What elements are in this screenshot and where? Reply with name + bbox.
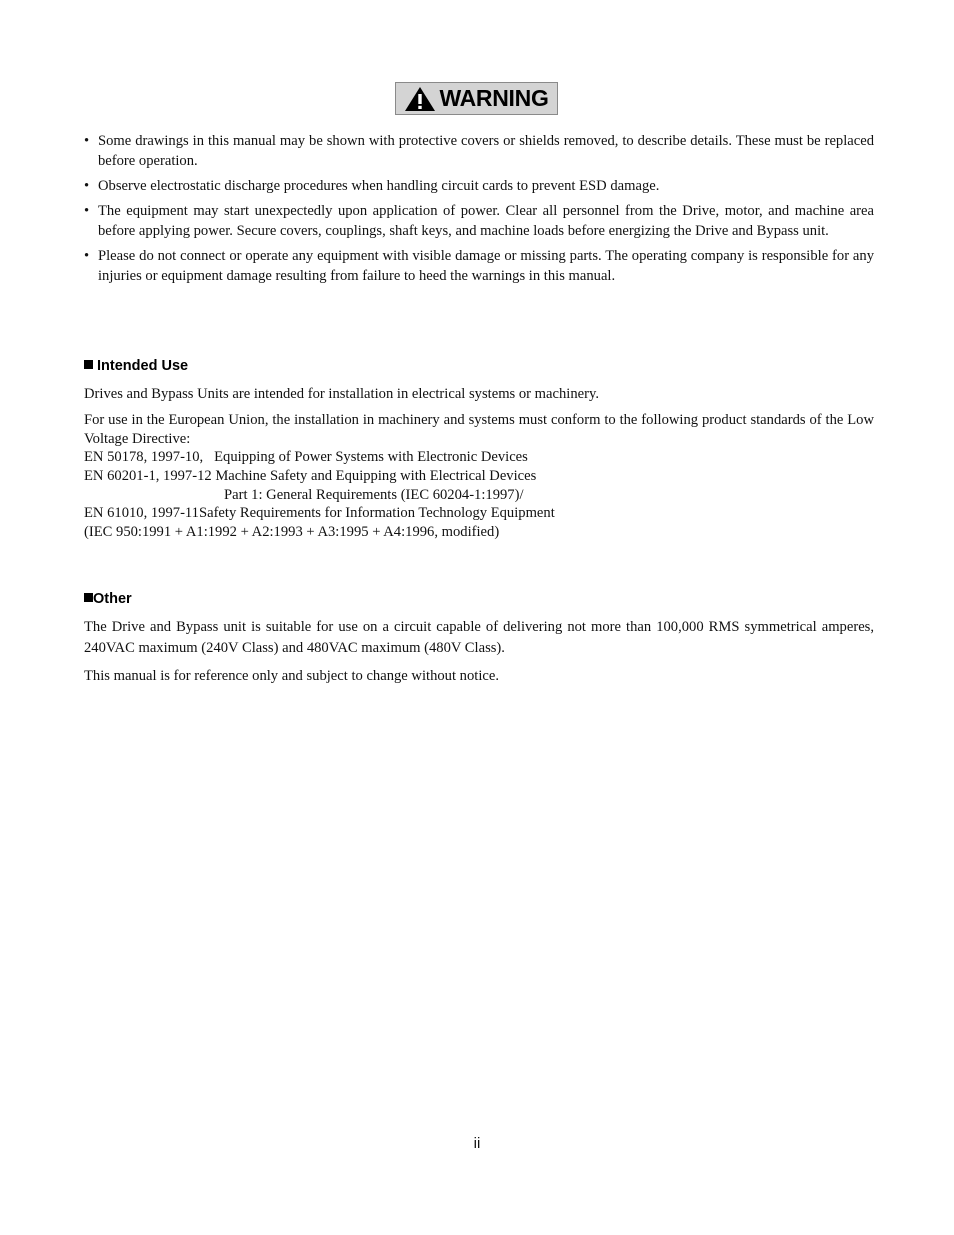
bullet-text: Please do not connect or operate any equipment with visible damage or missing parts. The operating company is responsible for any injuries or equipment damage resulting from failure to heed the warnings in this manual.	[98, 248, 874, 284]
other-paragraph-1: The Drive and Bypass unit is suitable for use on a circuit capable of delivering not more than 100,000 RMS symmetrical amperes, 240VAC maximum (240V Class) and 480VAC maximum (480V Class).	[84, 619, 874, 656]
list-item	[84, 131, 874, 171]
bullet-symbol: •	[84, 203, 90, 219]
intended-use-paragraph-1: Drives and Bypass Units are intended for installation in electrical systems or machinery.	[84, 386, 599, 402]
intended-use-paragraph-2: For use in the European Union, the installation in machinery and systems must conform to the following product standards of the Low Voltage Directive:	[84, 412, 874, 447]
bullet-text: Some drawings in this manual may be shown with protective covers or shields removed, to describe details. These must be replaced before operation.	[98, 133, 874, 169]
bullet-symbol: •	[84, 178, 90, 194]
bullet-text: The equipment may start unexpectedly upon application of power. Clear all personnel from the Drive, motor, and machine area before applying power. Secure covers, couplings, shaft keys, and machine loads before energizing the Drive and Bypass unit.	[98, 203, 874, 239]
other-heading-text: Other	[93, 591, 132, 607]
other-heading	[84, 591, 132, 607]
warning-triangle-icon	[404, 86, 436, 112]
intended-use-heading	[84, 358, 188, 374]
square-bullet-icon	[84, 360, 93, 369]
standard-line: (IEC 950:1991 + A1:1992 + A2:1993 + A3:1995 + A4:1996, modified)	[84, 524, 500, 540]
list-item	[84, 246, 874, 286]
standard-line: EN 60201-1, 1997-12 Machine Safety and Equipping with Electrical Devices	[84, 468, 537, 484]
bullet-symbol: •	[84, 133, 90, 149]
bullet-symbol: •	[84, 248, 90, 264]
square-bullet-icon	[84, 593, 93, 602]
other-paragraph-2: This manual is for reference only and subject to change without notice.	[84, 668, 499, 684]
standard-line: EN 50178, 1997-10, Equipping of Power Systems with Electronic Devices	[84, 449, 528, 465]
standard-indent-line: Part 1: General Requirements (IEC 60204-1:1997)/	[224, 487, 524, 503]
page-number: ii	[473, 1135, 481, 1152]
warning-label: WARNING	[439, 85, 549, 111]
list-item	[84, 176, 874, 196]
list-item	[84, 201, 874, 241]
warning-banner	[395, 82, 558, 115]
intended-use-heading-text: Intended Use	[97, 358, 189, 374]
standard-line: EN 61010, 1997-11Safety Requirements for Information Technology Equipment	[84, 505, 555, 521]
bullet-text: Observe electrostatic discharge procedures when handling circuit cards to prevent ESD damage.	[98, 178, 660, 194]
warning-bullet-list	[84, 131, 874, 291]
